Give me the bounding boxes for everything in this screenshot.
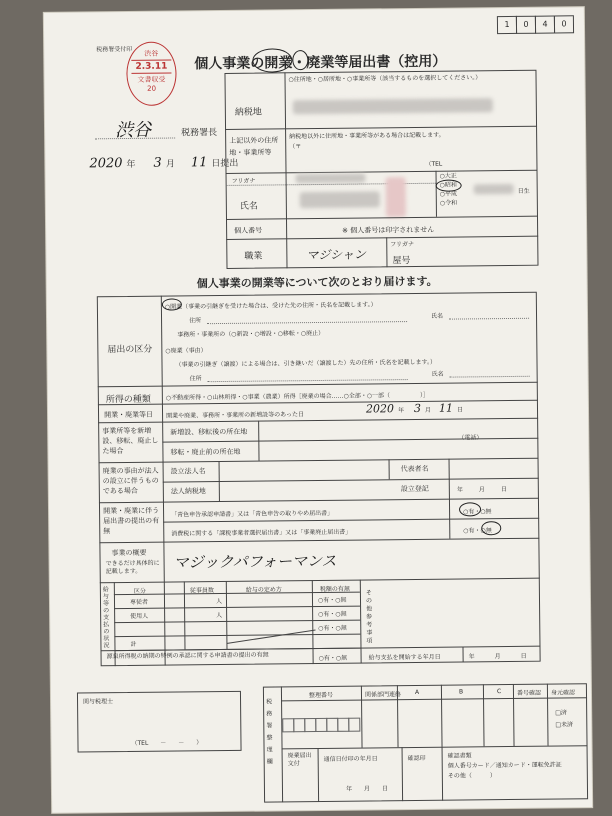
office-use-block: [263, 683, 588, 802]
close-address-label: 住所: [189, 375, 202, 383]
location-old: 移転・廃止前の所在地: [170, 447, 241, 457]
corp-year: 年: [456, 486, 463, 494]
ref-number-label: 整理番号: [308, 691, 334, 700]
col-a: A: [414, 688, 420, 696]
col-b: B: [458, 688, 464, 696]
other-notes-label: その他参考事項: [365, 589, 373, 645]
office-label: 税務署長: [181, 128, 218, 139]
accountant-label: 関与税理士: [83, 698, 114, 706]
stamp-office: 渋谷: [144, 49, 159, 58]
person-unit: 人: [216, 612, 223, 620]
opening-option: ○開業（事業の引継ぎを受けた場合は、受けた先の住所・氏名を記載します。）: [164, 301, 377, 311]
section-title: 個人事業の開業等について次のとおり届けます。: [196, 274, 438, 291]
pay-day: 日: [520, 652, 527, 660]
submit-date: [89, 155, 238, 172]
business-note: できるだけ具体的に記載します。: [105, 559, 160, 576]
id-check-done: □済: [555, 709, 567, 717]
pay-start-label: 給与支払を開始する年月日: [368, 653, 441, 662]
salary-col-count: 従事員数: [189, 587, 214, 595]
closing-option: ○廃業（事由）: [165, 347, 207, 355]
corp-date-fields: [457, 484, 507, 494]
form-number-digit: 0: [516, 16, 536, 34]
open-day-label: 日: [457, 406, 464, 414]
verify-other: その他（ ）: [447, 772, 496, 780]
month-label: 月: [165, 159, 175, 170]
closing-note: （事業の引継ぎ（譲渡）による場合は、引き継いだ（譲渡した）先の住所・氏名を記載します。）: [175, 358, 437, 369]
salary-col-tax: 税額の有無: [319, 585, 350, 593]
office-name-handwritten: 渋谷: [114, 119, 152, 142]
business-value: マジックパフォーマンス: [173, 551, 337, 572]
name-label: 氏名: [239, 201, 258, 212]
corporation-label: 廃業の事由が法人の設立に伴うものである場合: [102, 466, 159, 496]
date-label: 開業・廃業等日: [104, 410, 154, 420]
form-number-digit: 1: [497, 16, 517, 34]
corp-day: 日: [500, 486, 507, 494]
form-number-digit: 0: [554, 15, 574, 33]
ref-number-grid: [283, 718, 360, 733]
salary-row-label: 使用人: [130, 612, 149, 620]
tel-label: （TEL: [425, 160, 443, 168]
other-address-note: 納税地以外に住所地・事業所等がある場合は記載します。: [289, 131, 445, 141]
person-unit: 人: [215, 598, 223, 606]
redacted-furigana: [296, 173, 366, 183]
doc-label: 廃業届出文付: [287, 752, 312, 768]
id-check-label: 身元確認: [550, 689, 576, 697]
stamp-label: 税務署受付印: [96, 45, 133, 54]
corp-rep-label: 代表者名: [400, 464, 429, 474]
year-label: 年: [126, 159, 136, 170]
mynumber-label: 個人番号: [234, 226, 263, 235]
accountant-tel: （TEL － － ）: [131, 739, 203, 747]
income-type-label: 所得の種類: [105, 394, 151, 406]
salary-side-label: 給与等の支払の状況: [102, 586, 110, 650]
special-choice: ○有・○無: [318, 654, 348, 663]
office-receipt-stamp: [126, 41, 177, 106]
form-number: [498, 15, 574, 34]
id-check-not-done: □未済: [555, 721, 574, 729]
stamp-date: 2.3.11: [135, 61, 168, 72]
redacted-seal: [386, 177, 406, 217]
furigana-label-2: フリガナ: [390, 240, 415, 249]
furigana-label: フリガナ: [231, 177, 256, 185]
store-label: 屋号: [392, 256, 411, 267]
corp-tax-label: 法人納税地: [170, 487, 206, 496]
corp-date-label: 設立登記: [400, 484, 429, 494]
salary-tax-choice: ○有・○無: [318, 624, 347, 633]
verify-items: 個人番号カード／通知カード・運転免許証: [447, 761, 562, 770]
corp-name-label: 設立法人名: [170, 467, 206, 476]
verify-doc-label: 確認書類: [447, 752, 472, 760]
close-name-label: 氏名: [431, 370, 444, 378]
application-consumption: 消費税に関する「課税事業者選択届出書」又は「事業廃止届出書」: [171, 528, 352, 538]
category-label: 届出の区分: [107, 344, 153, 356]
pay-month: 月: [494, 653, 501, 661]
location-label: 事業所等を新増設、移転、廃止した場合: [102, 426, 159, 456]
application-consumption-choice: ○有・○無: [463, 527, 492, 535]
redacted-birthdate: [474, 184, 514, 194]
office-change-line: 事務所・事業所の（○新設・○増設・○移転・○廃止）: [177, 329, 325, 339]
open-address-label: 住所: [189, 317, 202, 325]
form-number-digit: 4: [535, 15, 555, 33]
application-blue: 「青色申告承認申請書」又は「青色申告の取りやめ届出書」: [171, 509, 334, 519]
submit-day: 11: [190, 155, 208, 171]
open-date: [366, 401, 463, 415]
tax-form-paper: [44, 7, 592, 813]
era-taisho: ○大正: [439, 172, 457, 180]
corp-month: 月: [478, 486, 485, 494]
phone-label: （電話）: [458, 434, 483, 442]
salary-col-kind: 区分: [133, 587, 146, 595]
col-c: C: [496, 688, 502, 696]
salary-row-label: 専従者: [129, 598, 149, 606]
address-label: 納税地: [234, 107, 262, 118]
occupation-label: 職業: [244, 251, 263, 262]
address-choice: ○住所地・○居所地・○事業所等（該当するものを選択してください。）: [288, 74, 482, 84]
salary-tax-choice: ○有・○無: [317, 596, 347, 605]
stamp-num: 20: [147, 84, 157, 93]
pay-start-fields: [469, 651, 527, 661]
era-heisei: ○平成: [439, 190, 458, 198]
birth-suffix: 日生: [517, 187, 530, 195]
dept-label: 関係部門連絡: [364, 691, 402, 699]
circle-mark: [292, 50, 308, 70]
salary-col-method: 給与の定め方: [245, 586, 282, 594]
comm-date-row: 年 月 日: [345, 785, 389, 793]
redacted-address: [293, 98, 493, 114]
business-label: 事業の概要: [111, 548, 147, 558]
application-blue-choice: ○有・○無: [463, 508, 492, 516]
location-new: 新増設、移転後の所在地: [170, 427, 248, 437]
day-label: 日提出: [211, 158, 239, 170]
comm-date-label: 通信日付印の年月日: [323, 755, 378, 763]
mynumber-note: ※ 個人番号は印字されません: [342, 225, 435, 235]
pay-year: 年: [468, 653, 475, 661]
number-check-label: 番号確認: [516, 689, 542, 697]
open-day: 11: [438, 401, 454, 415]
other-address-label: 上記以外の住所地・事業所等: [229, 136, 279, 157]
open-year: 2020: [365, 402, 395, 416]
open-month-label: 月: [424, 406, 432, 414]
confirm-label: 確認印: [407, 754, 426, 763]
postal-label: （〒: [289, 143, 302, 151]
ref-number-cell: [348, 718, 360, 732]
salary-tax-choice: ○有・○無: [318, 610, 347, 619]
salary-row-label: 計: [130, 640, 137, 648]
era-reiwa: ○令和: [439, 199, 458, 207]
income-type-options: ○不動産所得・○山林所得・○事業（農業）所得［廃業の場合……○全部・○一部（ ）］: [165, 391, 430, 402]
submit-year: 2020: [89, 156, 123, 172]
submit-month: 3: [153, 155, 162, 171]
form-title: 個人事業の開業・廃業等届出書（控用）: [194, 53, 447, 73]
open-name-label: 氏名: [430, 312, 444, 320]
date-description: 開業や廃業、事務所・事業所の新増設等のあった日: [166, 411, 305, 420]
stamp-text: 文書収受: [137, 75, 166, 84]
era-showa: ○昭和: [439, 181, 457, 189]
office-vertical-label: 税務署整理欄: [266, 698, 273, 766]
redacted-name: [300, 191, 380, 208]
open-year-label: 年: [397, 407, 405, 415]
applications-label: 開業・廃業に伴う届出書の提出の有無: [103, 506, 160, 536]
open-month: 3: [413, 401, 422, 415]
occupation-value: マジシャン: [306, 247, 366, 263]
special-label: 源泉所得税の納期の特例の承認に関する申請書の提出の有無: [106, 651, 269, 661]
